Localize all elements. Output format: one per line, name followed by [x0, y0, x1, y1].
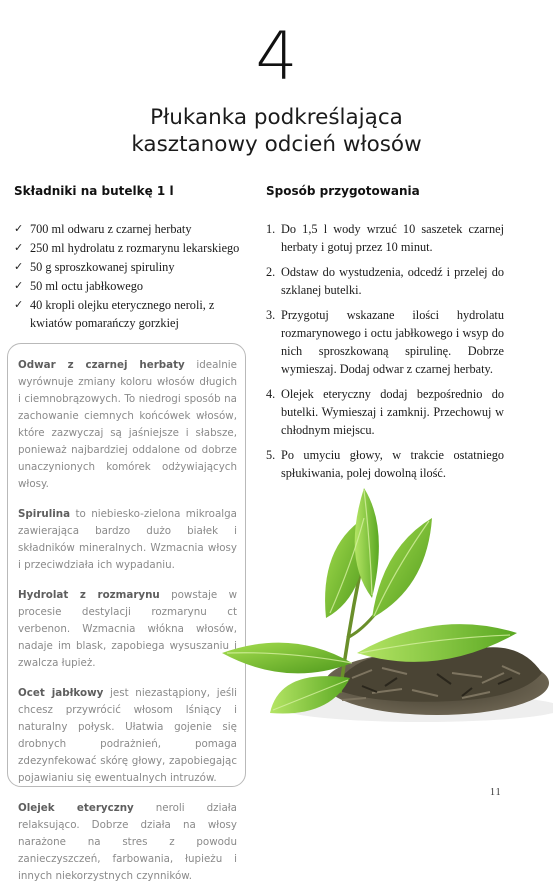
checkmark-icon: ✓ — [14, 242, 24, 254]
step-text: Odstaw do wystudzenia, odcedź i przelej do szklanej butelki. — [281, 265, 504, 297]
list-item — [14, 239, 249, 257]
info-box — [7, 343, 246, 882]
ingredients-heading: Składniki na butelkę 1 l — [14, 184, 174, 198]
chapter-number: 4 — [255, 18, 298, 95]
step-number: 5. — [266, 448, 276, 462]
title-line-2: kasztanowy odcień włosów — [131, 132, 422, 157]
ingredient-text: 250 ml hydrolatu z rozmarynu lekarskiego — [30, 241, 240, 255]
ingredients-list — [14, 220, 249, 333]
list-item — [14, 220, 249, 238]
info-paragraph — [18, 685, 237, 787]
step-item — [266, 263, 504, 299]
info-text: to niebiesko-zielona mikroalga zawierająca bardzo dużo białek i składników mineralnych. Wzmacnia włosy i przeciwdziała ich wypadaniu. — [18, 508, 237, 571]
preparation-steps — [266, 220, 504, 489]
info-paragraph — [18, 357, 237, 493]
info-text: idealnie wyrównuje zmiany koloru włosów długich i ciemnobrązowych. To niedrogi sposób na zachowanie ciemnych końcówek włosów, które zazwyczaj są jaśniejsze i słabsze, ponieważ najbardziej oddalone od dobrze unaczynionych komórek odżywiających włosy. — [18, 359, 237, 490]
step-number: 4. — [266, 387, 276, 401]
checkmark-icon: ✓ — [14, 261, 24, 273]
step-item — [266, 306, 504, 378]
info-paragraph — [18, 800, 237, 885]
info-term: Hydrolat z rozmarynu — [18, 589, 160, 601]
step-number: 2. — [266, 265, 276, 279]
step-item — [266, 385, 504, 439]
tea-leaf — [222, 643, 352, 674]
checkmark-icon: ✓ — [14, 223, 24, 235]
tea-leaves-illustration — [222, 478, 553, 728]
tea-leaf — [372, 518, 432, 618]
info-text: powstaje w procesie destylacji rozmarynu ct verbenon. Wzmacnia włókna włosów, nadaje im blask, zapobiega wysuszaniu i zwalcza łupież. — [18, 589, 237, 669]
step-number: 1. — [266, 222, 276, 236]
step-text: Do 1,5 l wody wrzuć 10 saszetek czarnej herbaty i gotuj przez 10 minut. — [281, 222, 504, 254]
checkmark-icon: ✓ — [14, 280, 24, 292]
page-title — [0, 104, 553, 158]
info-term: Spirulina — [18, 508, 71, 520]
info-text: jest niezastąpiony, jeśli chcesz przywrócić włosom lśniący i naturalny połysk. Ułatwia gojenie się drobnych podrażnień, pomaga zdezynfekować skórę głowy, zapobiegając pojawianiu się ewentualnych intruzów. — [18, 687, 238, 784]
step-item — [266, 446, 504, 482]
list-item — [14, 277, 249, 295]
info-text: neroli działa relaksująco. Dobrze działa na włosy narażone na stres z powodu zanieczyszczeń, farbowania, łupieżu i innych niekorzystnych czynników. — [18, 802, 237, 882]
step-item — [266, 220, 504, 256]
info-term: Olejek eteryczny — [18, 802, 134, 814]
title-line-1: Płukanka podkreślająca — [150, 105, 403, 130]
preparation-heading: Sposób przygotowania — [266, 184, 420, 198]
ingredient-text: 50 ml octu jabłkowego — [30, 279, 144, 293]
info-paragraph — [18, 587, 237, 672]
step-text: Przygotuj wskazane ilości hydrolatu rozmarynowego i octu jabłkowego i wsyp do nich sproszkowaną spirulinę. Dobrze wymieszaj. Dodaj odwar z czarnej herbaty. — [281, 308, 504, 376]
info-term: Ocet jabłkowy — [18, 687, 104, 699]
ingredient-text: 700 ml odwaru z czarnej herbaty — [30, 222, 192, 236]
step-number: 3. — [266, 308, 276, 322]
info-term: Odwar z czarnej herbaty — [18, 359, 185, 371]
step-text: Olejek eteryczny dodaj bezpośrednio do butelki. Wymieszaj i zamknij. Przechowuj w chłodnym miejscu. — [281, 387, 504, 437]
list-item — [14, 296, 249, 332]
info-paragraph — [18, 506, 237, 574]
step-text: Po umyciu głowy, w trakcie ostatniego spłukiwania, polej dowolną ilość. — [281, 448, 504, 480]
list-item — [14, 258, 249, 276]
page-number: 11 — [490, 787, 502, 798]
ingredient-text: 50 g sproszkowanej spiruliny — [30, 260, 175, 274]
ingredient-text: 40 kropli olejku eterycznego neroli, z kwiatów pomarańczy gorzkiej — [30, 298, 215, 330]
checkmark-icon: ✓ — [14, 299, 24, 311]
